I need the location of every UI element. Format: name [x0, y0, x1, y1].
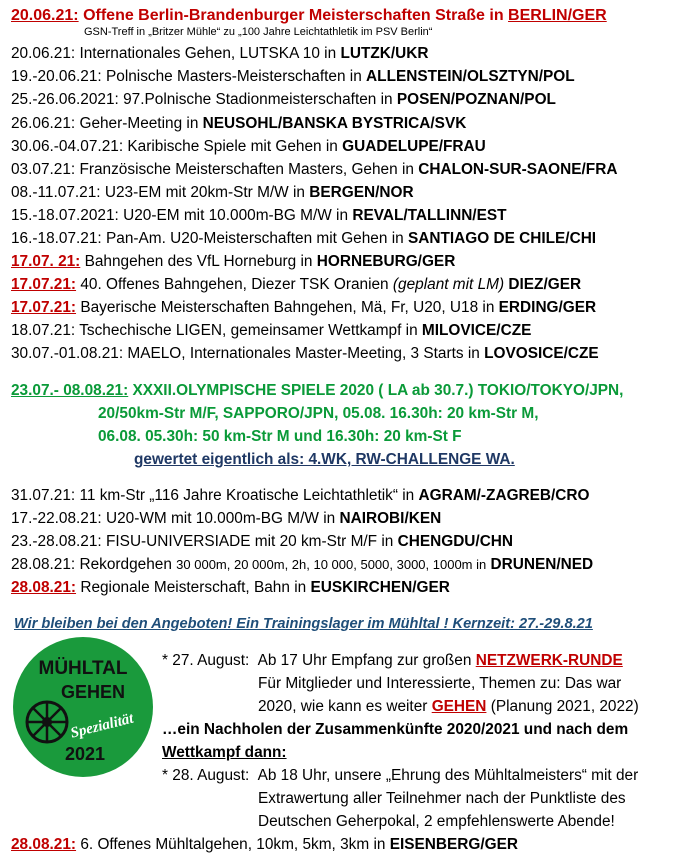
logo-text-3: Spezialität	[68, 710, 136, 742]
event-row: 17.07.21: Bayerische Meisterschaften Bahngehen, Mä, Fr, U20, U18 in ERDING/GER	[11, 299, 597, 316]
event-date-red: 17.07.21:	[11, 276, 77, 293]
event-row: 30.06.-04.07.21: Karibische Spiele mit Gehen in GUADELUPE/FRAU	[11, 138, 486, 155]
program-line-6: Deutschen Geherpokal, 2 empfehlenswerte Abende!	[258, 813, 615, 830]
event-place: LUTZK/UKR	[340, 45, 429, 62]
gehen-link[interactable]: GEHEN	[431, 698, 487, 715]
event-place: EISENBERG/GER	[389, 836, 519, 853]
header-line	[11, 6, 607, 26]
event-row: 17.-22.08.21: U20-WM mit 10.000m-BG M/W in NAIROBI/KEN	[11, 510, 442, 527]
event-row: 19.-20.06.21: Polnische Masters-Meisterschaften in ALLENSTEIN/OLSZTYN/POL	[11, 68, 575, 85]
event-place: DRUNEN/NED	[490, 556, 594, 573]
event-place: ERDING/GER	[498, 299, 597, 316]
header-date: 20.06.21:	[11, 7, 79, 24]
logo-text-2: GEHEN	[60, 682, 126, 702]
olympics-date: 23.07.- 08.08.21:	[11, 382, 129, 399]
program-line-5: Extrawertung aller Teilnehmer nach der Punktliste des	[258, 790, 626, 807]
event-place: POSEN/POZNAN/POL	[396, 91, 556, 108]
event-place: AGRAM/-ZAGREB/CRO	[418, 487, 590, 504]
netzwerk-runde-link[interactable]: NETZWERK-RUNDE	[475, 652, 623, 669]
event-place: LOVOSICE/CZE	[484, 345, 599, 362]
event-row: 25.-26.06.2021: 97.Polnische Stadionmeisterschaften in POSEN/POZNAN/POL	[11, 91, 556, 108]
event-place: REVAL/TALLINN/EST	[352, 207, 507, 224]
event-row: 03.07.21: Französische Meisterschaften Masters, Gehen in CHALON-SUR-SAONE/FRA	[11, 161, 618, 178]
event-row: 18.07.21: Tschechische LIGEN, gemeinsamer Wettkampf in MILOVICE/CZE	[11, 322, 532, 339]
event-place: CHENGDU/CHN	[397, 533, 514, 550]
olympics-ranking-note: gewertet eigentlich als: 4.WK, RW-CHALLENGE WA.	[134, 451, 515, 468]
event-row: 17.07. 21: Bahngehen des VfL Horneburg in HORNEBURG/GER	[11, 253, 456, 270]
olympics-line-2: 20/50km-Str M/F, SAPPORO/JPN, 05.08. 16.30h: 20 km-Str M,	[98, 405, 539, 422]
event-place: EUSKIRCHEN/GER	[310, 579, 450, 596]
program-middle-1: …ein Nachholen der Zusammenkünfte 2020/2021 und nach dem	[162, 721, 629, 738]
event-row: 28.08.21: Rekordgehen 30 000m, 20 000m, 2h, 10 000, 5000, 3000, 1000m in DRUNEN/NED	[11, 556, 594, 573]
event-row: 16.-18.07.21: Pan-Am. U20-Meisterschaften mit Gehen in SANTIAGO DE CHILE/CHI	[11, 230, 597, 247]
event-date-red: 28.08.21:	[11, 836, 77, 853]
olympics-line-3: 06.08. 05.30h: 50 km-Str M und 16.30h: 20 km-St F	[98, 428, 462, 445]
event-place: NAIROBI/KEN	[339, 510, 442, 527]
program-line-1: * 27. August: Ab 17 Uhr Empfang zur großen NETZWERK-RUNDE	[162, 652, 623, 669]
event-place: GUADELUPE/FRAU	[342, 138, 486, 155]
logo-text-1: MÜHLTAL	[38, 658, 128, 679]
header-place: BERLIN/GER	[508, 7, 607, 24]
event-place: SANTIAGO DE CHILE/CHI	[407, 230, 597, 247]
event-date-red: 28.08.21:	[11, 579, 77, 596]
event-place: ALLENSTEIN/OLSZTYN/POL	[366, 68, 575, 85]
logo-year: 2021	[64, 744, 106, 764]
header-subnote: GSN-Treff in „Britzer Mühle“ zu „100 Jahre Leichtathletik im PSV Berlin“	[84, 26, 433, 38]
water-wheel-icon	[27, 702, 67, 742]
event-row: 26.06.21: Geher-Meeting in NEUSOHL/BANSKA BYSTRICA/SVK	[11, 115, 467, 132]
event-row: 31.07.21: 11 km-Str „116 Jahre Kroatische Leichtathletik“ in AGRAM/-ZAGREB/CRO	[11, 487, 590, 504]
program-line-2: Für Mitglieder und Interessierte, Themen zu: Das war	[258, 675, 622, 692]
event-place: NEUSOHL/BANSKA BYSTRICA/SVK	[202, 115, 467, 132]
header-title: Offene Berlin-Brandenburger Meisterschaften Straße in	[83, 7, 504, 24]
training-banner: Wir bleiben bei den Angeboten! Ein Trainingslager im Mühltal ! Kernzeit: 27.-29.8.21	[14, 616, 593, 632]
program-line-3: 2020, wie kann es weiter GEHEN (Planung 2021, 2022)	[258, 698, 639, 715]
event-place: MILOVICE/CZE	[421, 322, 532, 339]
muehltal-gehen-logo	[11, 636, 156, 778]
event-place: BERGEN/NOR	[309, 184, 414, 201]
event-row: 23.-28.08.21: FISU-UNIVERSIADE mit 20 km-Str M/F in CHENGDU/CHN	[11, 533, 514, 550]
event-date-red: 17.07.21:	[11, 299, 77, 316]
olympics-line-1: 23.07.- 08.08.21: XXXII.OLYMPISCHE SPIELE 2020 ( LA ab 30.7.) TOKIO/TOKYO/JPN,	[11, 382, 624, 399]
event-row: 17.07.21: 40. Offenes Bahngehen, Diezer TSK Oranien (geplant mit LM) DIEZ/GER	[11, 276, 582, 293]
event-row: 15.-18.07.2021: U20-EM mit 10.000m-BG M/W in REVAL/TALLINN/EST	[11, 207, 507, 224]
program-line-4: * 28. August: Ab 18 Uhr, unsere „Ehrung des Mühltalmeisters“ mit der	[162, 767, 639, 784]
event-row: 28.08.21: 6. Offenes Mühltalgehen, 10km, 5km, 3km in EISENBERG/GER	[11, 836, 519, 853]
event-date-red: 17.07. 21:	[11, 253, 81, 270]
event-row: 30.07.-01.08.21: MAELO, Internationales Master-Meeting, 3 Starts in LOVOSICE/CZE	[11, 345, 599, 362]
event-row: 20.06.21: Internationales Gehen, LUTSKA 10 in LUTZK/UKR	[11, 45, 429, 62]
event-place: HORNEBURG/GER	[316, 253, 456, 270]
event-place: DIEZ/GER	[508, 276, 582, 293]
program-middle-2: Wettkampf dann:	[162, 744, 287, 761]
event-place: CHALON-SUR-SAONE/FRA	[418, 161, 618, 178]
logo-badge	[11, 636, 156, 778]
event-row: 28.08.21: Regionale Meisterschaft, Bahn in EUSKIRCHEN/GER	[11, 579, 450, 596]
event-row: 08.-11.07.21: U23-EM mit 20km-Str M/W in BERGEN/NOR	[11, 184, 414, 201]
